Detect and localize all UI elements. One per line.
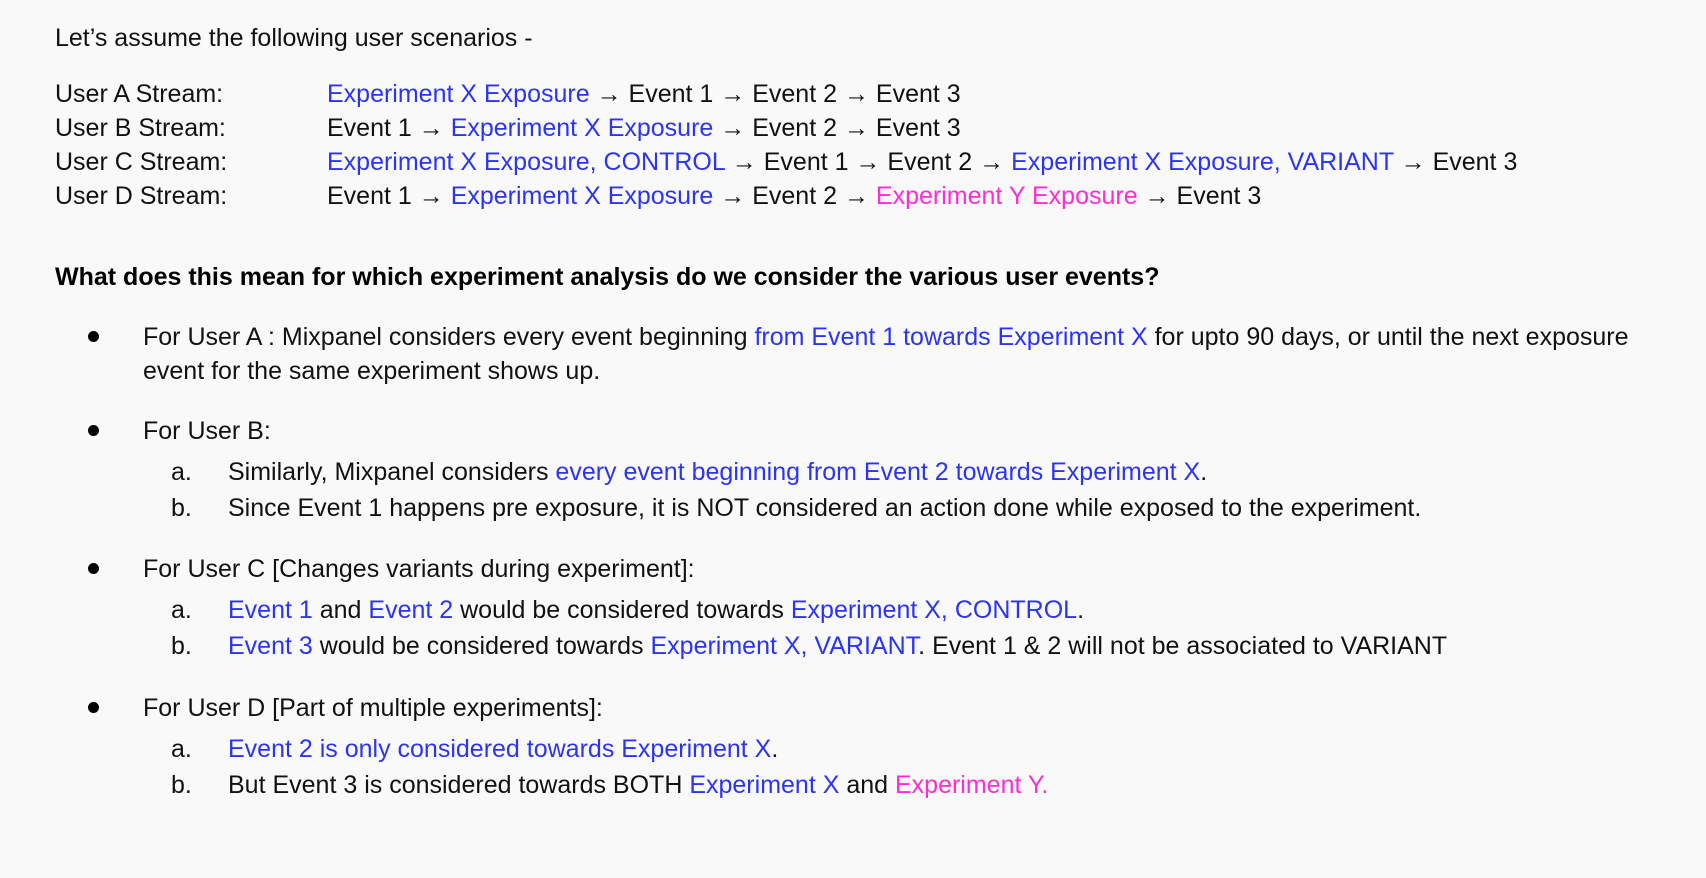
text-fragment: →: [713, 182, 753, 210]
text-fragment: But Event 3 is considered towards BOTH: [228, 770, 690, 799]
user-stream-row: [55, 111, 1666, 145]
text-fragment: Event 3: [1176, 182, 1262, 210]
text-fragment: For User B:: [143, 416, 271, 445]
user-stream-sequence: [327, 111, 961, 145]
sub-list: [143, 454, 1666, 527]
text-fragment: Event 3: [875, 114, 961, 142]
text-fragment: →: [848, 148, 888, 176]
sub-list-marker: b.: [171, 632, 192, 661]
text-fragment: →: [411, 182, 451, 210]
bullet-text: [143, 414, 1666, 448]
user-stream-sequence: [327, 179, 1261, 213]
text-fragment: →: [972, 148, 1012, 176]
text-fragment: →: [837, 114, 876, 142]
text-fragment: Event 2: [752, 80, 837, 108]
user-streams-list: [55, 77, 1666, 213]
sub-list-text: [228, 632, 1447, 660]
text-fragment: →: [411, 114, 451, 142]
text-fragment: Event 1: [327, 114, 412, 142]
text-fragment: Similarly, Mixpanel considers: [228, 457, 556, 486]
sub-list-text: [228, 494, 1421, 522]
text-fragment: .: [771, 734, 779, 763]
sub-list-text: [228, 735, 778, 763]
sub-list-item: [143, 628, 1666, 664]
text-fragment: . Event 1 & 2 will not be associated to VARIANT: [918, 632, 1448, 661]
sub-list-marker: a.: [171, 734, 192, 763]
highlighted-text-fragment: Event 2: [368, 596, 454, 624]
sub-list-item: [143, 767, 1666, 803]
highlighted-text-fragment: Experiment X Exposure, CONTROL: [327, 148, 725, 176]
text-fragment: For User A : Mixpanel considers every event beginning: [143, 322, 755, 351]
bullet-item: [55, 691, 1666, 804]
text-fragment: would be considered towards: [312, 632, 651, 661]
highlighted-text-fragment: Experiment X Exposure: [450, 182, 714, 210]
text-fragment: .: [1200, 457, 1208, 486]
text-fragment: Since Event 1 happens pre exposure, it is NOT considered an action done while exposed to the experiment.: [228, 493, 1422, 522]
text-fragment: Event 3: [875, 80, 961, 108]
text-fragment: Event 2: [752, 114, 837, 142]
sub-list-item: [143, 731, 1666, 767]
bullet-text: [143, 320, 1666, 388]
highlighted-text-fragment: Experiment Y Exposure: [875, 182, 1138, 210]
user-stream-sequence: [327, 145, 1517, 179]
sub-list-item: [143, 454, 1666, 490]
highlighted-text-fragment: Experiment X Exposure: [327, 80, 590, 108]
user-stream-row: [55, 77, 1666, 111]
text-fragment: →: [1137, 182, 1177, 210]
sub-list-marker: b.: [171, 493, 192, 522]
user-stream-label: User A Stream:: [55, 80, 224, 108]
sub-list-marker: a.: [171, 457, 192, 486]
highlighted-text-fragment: Event 1: [228, 596, 313, 624]
sub-list-marker: a.: [171, 596, 192, 624]
text-fragment: For User D [Part of multiple experiments]:: [143, 693, 603, 722]
text-fragment: Event 3: [1432, 148, 1518, 176]
sub-list-item: [143, 592, 1666, 628]
analysis-bullet-list: [55, 320, 1666, 804]
text-fragment: →: [1393, 148, 1433, 176]
bullet-item: [55, 414, 1666, 527]
text-fragment: →: [837, 182, 876, 210]
text-fragment: →: [837, 80, 876, 108]
text-fragment: for upto 90 days, or until the next exposure event for the same experiment shows up.: [143, 322, 1629, 385]
user-stream-row: [55, 145, 1666, 179]
text-fragment: Event 2: [887, 148, 973, 176]
text-fragment: .: [1077, 596, 1085, 624]
text-fragment: For User C [Changes variants during experiment]:: [143, 555, 695, 583]
text-fragment: Event 1: [327, 182, 412, 210]
bullet-dot-icon: [88, 425, 99, 436]
sub-list-marker: b.: [171, 770, 192, 799]
text-fragment: would be considered towards: [453, 596, 791, 624]
section-question: What does this mean for which experiment analysis do we consider the various user events?: [55, 263, 1160, 291]
user-stream-label: User D Stream:: [55, 182, 228, 210]
text-fragment: →: [589, 80, 629, 108]
bullet-text: [143, 552, 1666, 586]
user-stream-row: [55, 179, 1666, 213]
sub-list: [143, 592, 1666, 665]
highlighted-text-fragment: Event 3: [228, 632, 313, 661]
intro-paragraph: Let’s assume the following user scenarios -: [55, 24, 533, 52]
text-fragment: Event 1: [763, 148, 849, 176]
highlighted-text-fragment: Experiment Y.: [895, 770, 1049, 799]
bullet-dot-icon: [88, 563, 99, 574]
text-fragment: and: [312, 596, 369, 624]
text-fragment: Event 2: [752, 182, 837, 210]
text-fragment: →: [713, 114, 753, 142]
bullet-dot-icon: [88, 331, 99, 342]
text-fragment: →: [713, 80, 753, 108]
highlighted-text-fragment: Experiment X Exposure, VARIANT: [1011, 148, 1394, 176]
bullet-item: [55, 552, 1666, 665]
highlighted-text-fragment: Experiment X, VARIANT: [650, 632, 919, 661]
user-stream-label: User C Stream:: [55, 148, 228, 176]
text-fragment: and: [839, 770, 895, 799]
text-fragment: →: [724, 148, 764, 176]
bullet-text: [143, 691, 1666, 725]
sub-list-text: [228, 596, 1084, 624]
user-stream-sequence: [327, 77, 961, 111]
highlighted-text-fragment: Event 2 is only considered towards Experiment X: [228, 734, 772, 763]
bullet-item: [55, 320, 1666, 388]
bullet-dot-icon: [88, 702, 99, 713]
sub-list-text: [228, 771, 1048, 799]
sub-list-text: [228, 458, 1207, 486]
highlighted-text-fragment: Experiment X Exposure: [450, 114, 714, 142]
highlighted-text-fragment: every event beginning from Event 2 towards Experiment X: [555, 457, 1201, 486]
sub-list: [143, 731, 1666, 804]
sub-list-item: [143, 490, 1666, 526]
highlighted-text-fragment: from Event 1 towards Experiment X: [754, 322, 1148, 351]
highlighted-text-fragment: Experiment X: [689, 770, 840, 799]
text-fragment: Event 1: [628, 80, 714, 108]
highlighted-text-fragment: Experiment X, CONTROL: [790, 596, 1078, 624]
user-stream-label: User B Stream:: [55, 114, 226, 142]
